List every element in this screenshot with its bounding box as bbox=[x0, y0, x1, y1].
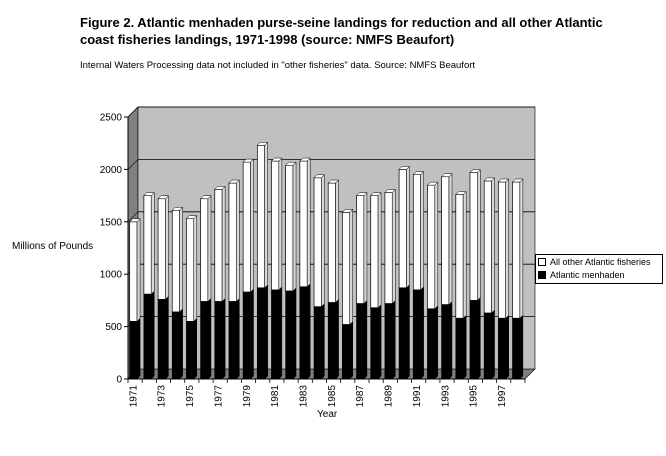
bar-front bbox=[371, 196, 378, 308]
bar-front bbox=[328, 302, 335, 379]
bar-front bbox=[498, 318, 505, 379]
bar-front bbox=[300, 161, 307, 287]
bar-side bbox=[151, 291, 154, 379]
y-tick-label-2000: 2000 bbox=[99, 164, 122, 176]
bar-front bbox=[144, 196, 151, 295]
bar-side bbox=[492, 310, 495, 379]
bar-front bbox=[286, 165, 293, 291]
x-tick-label-1973: 1973 bbox=[156, 385, 168, 408]
bar-front bbox=[314, 178, 321, 307]
bar-menhaden-1986 bbox=[342, 322, 352, 379]
bar-front bbox=[427, 309, 434, 379]
bar-front bbox=[442, 305, 449, 379]
bar-menhaden-1982 bbox=[286, 288, 296, 379]
bar-other-1984 bbox=[314, 175, 324, 307]
bar-side bbox=[435, 306, 438, 379]
legend-swatch-other bbox=[538, 258, 546, 266]
bar-menhaden-1992 bbox=[427, 306, 437, 379]
x-tick-label-1977: 1977 bbox=[213, 385, 225, 408]
bar-side bbox=[463, 315, 466, 379]
bar-side bbox=[251, 159, 254, 292]
bar-other-1983 bbox=[300, 158, 310, 287]
bar-other-1991 bbox=[413, 172, 423, 290]
bar-menhaden-1983 bbox=[300, 284, 310, 379]
bar-side bbox=[279, 287, 282, 379]
bar-side bbox=[265, 285, 268, 379]
bar-menhaden-1980 bbox=[257, 285, 267, 379]
bar-front bbox=[513, 318, 520, 379]
bar-front bbox=[229, 183, 236, 301]
bar-front bbox=[243, 162, 250, 292]
bar-other-1971 bbox=[130, 219, 140, 322]
bar-front bbox=[456, 195, 463, 319]
bar-front bbox=[342, 212, 349, 324]
bar-front bbox=[257, 145, 264, 288]
bar-front bbox=[215, 301, 222, 379]
bar-side bbox=[236, 180, 239, 301]
y-tick-label-0: 0 bbox=[116, 374, 122, 386]
bar-side bbox=[137, 219, 140, 322]
x-tick-label-1985: 1985 bbox=[326, 385, 338, 408]
bar-other-1993 bbox=[442, 174, 452, 305]
bar-menhaden-1996 bbox=[484, 310, 494, 379]
y-tick-label-2500: 2500 bbox=[99, 112, 122, 124]
x-tick-label-1993: 1993 bbox=[440, 385, 452, 408]
bar-menhaden-1978 bbox=[229, 298, 239, 379]
bar-side bbox=[165, 296, 168, 379]
bar-front bbox=[186, 219, 193, 322]
bar-menhaden-1988 bbox=[371, 305, 381, 379]
bar-front bbox=[243, 292, 250, 379]
bar-front bbox=[201, 199, 208, 302]
bar-side bbox=[520, 179, 523, 318]
y-tick-label-1000: 1000 bbox=[99, 269, 122, 281]
bar-menhaden-1974 bbox=[172, 309, 182, 379]
bar-menhaden-1984 bbox=[314, 304, 324, 379]
bar-side bbox=[293, 288, 296, 379]
x-tick-label-1995: 1995 bbox=[468, 385, 480, 408]
bar-side bbox=[208, 196, 211, 302]
bar-other-1974 bbox=[172, 207, 182, 312]
bar-side bbox=[477, 297, 480, 379]
bar-menhaden-1981 bbox=[271, 287, 281, 379]
bar-menhaden-1995 bbox=[470, 297, 480, 379]
bar-front bbox=[357, 304, 364, 379]
legend-label-other: All other Atlantic fisheries bbox=[550, 256, 651, 267]
bar-menhaden-1997 bbox=[498, 315, 508, 379]
bar-side bbox=[406, 285, 409, 379]
bar-side bbox=[435, 182, 438, 309]
bar-side bbox=[421, 172, 424, 290]
bar-menhaden-1979 bbox=[243, 289, 253, 379]
bar-front bbox=[286, 291, 293, 379]
bar-other-1982 bbox=[286, 162, 296, 291]
bar-other-1976 bbox=[201, 196, 211, 302]
bar-front bbox=[357, 196, 364, 304]
bar-side bbox=[279, 158, 282, 290]
bar-other-1992 bbox=[427, 182, 437, 309]
bar-front bbox=[413, 175, 420, 290]
bar-other-1981 bbox=[271, 158, 281, 290]
bar-front bbox=[172, 210, 179, 312]
bar-front bbox=[130, 222, 137, 322]
legend-label-menhaden: Atlantic menhaden bbox=[550, 269, 625, 280]
bar-menhaden-1977 bbox=[215, 298, 225, 379]
bar-side bbox=[421, 287, 424, 379]
bar-side bbox=[449, 302, 452, 379]
bar-front bbox=[442, 177, 449, 305]
bar-front bbox=[328, 183, 335, 302]
bar-side bbox=[236, 298, 239, 379]
chart-title: Figure 2. Atlantic menhaden purse-seine landings for reduction and all other Atlantic coast fisheries landings, 1971-1998 (source: NMFS Beaufort) bbox=[80, 15, 603, 47]
x-axis-label: Year bbox=[317, 409, 338, 420]
y-tick-label-500: 500 bbox=[105, 322, 122, 334]
bar-side bbox=[165, 196, 168, 300]
bar-side bbox=[307, 284, 310, 379]
bar-side bbox=[449, 174, 452, 305]
bar-front bbox=[470, 300, 477, 379]
bar-side bbox=[151, 193, 154, 295]
bar-menhaden-1994 bbox=[456, 315, 466, 379]
x-tick-labels bbox=[128, 379, 525, 407]
bar-side bbox=[194, 216, 197, 322]
bar-side bbox=[321, 304, 324, 379]
bar-front bbox=[484, 181, 491, 313]
bar-side bbox=[222, 298, 225, 379]
bar-menhaden-1989 bbox=[385, 301, 395, 379]
bar-side bbox=[477, 170, 480, 301]
bar-other-1990 bbox=[399, 166, 409, 287]
bar-other-1996 bbox=[484, 178, 494, 313]
bar-side bbox=[463, 192, 466, 319]
bar-front bbox=[172, 312, 179, 379]
bar-side bbox=[392, 189, 395, 303]
bar-front bbox=[342, 325, 349, 379]
bar-other-1972 bbox=[144, 193, 154, 295]
bar-front bbox=[144, 294, 151, 379]
bar-menhaden-1972 bbox=[144, 291, 154, 379]
bar-side bbox=[180, 207, 183, 312]
bar-other-1994 bbox=[456, 192, 466, 319]
bar-menhaden-1973 bbox=[158, 296, 168, 379]
bar-other-1985 bbox=[328, 180, 338, 302]
bar-side bbox=[251, 289, 254, 379]
bar-side bbox=[350, 322, 353, 379]
bar-front bbox=[385, 192, 392, 303]
bar-front bbox=[427, 185, 434, 309]
x-tick-label-1997: 1997 bbox=[497, 385, 509, 408]
bar-side bbox=[293, 162, 296, 291]
bar-front bbox=[371, 308, 378, 379]
bar-side bbox=[137, 318, 140, 379]
bar-side bbox=[222, 186, 225, 301]
bar-side bbox=[406, 166, 409, 287]
bar-menhaden-1976 bbox=[201, 298, 211, 379]
x-tick-label-1991: 1991 bbox=[411, 385, 423, 408]
x-tick-label-1987: 1987 bbox=[355, 385, 367, 408]
bar-side bbox=[378, 193, 381, 308]
chart-subtitle: Internal Waters Processing data not included in "other fisheries" data. Source: NMFS Beaufort bbox=[80, 60, 476, 71]
bar-other-1987 bbox=[357, 193, 367, 304]
bar-front bbox=[513, 182, 520, 318]
bar-front bbox=[215, 189, 222, 301]
bar-front bbox=[385, 304, 392, 379]
bar-menhaden-1998 bbox=[513, 315, 523, 379]
bar-front bbox=[271, 161, 278, 290]
bar-side bbox=[392, 301, 395, 379]
x-tick-label-1971: 1971 bbox=[128, 385, 140, 408]
x-tick-label-1981: 1981 bbox=[270, 385, 282, 408]
bar-menhaden-1971 bbox=[130, 318, 140, 379]
bar-other-1997 bbox=[498, 179, 508, 318]
bar-other-1975 bbox=[186, 216, 196, 322]
bar-front bbox=[456, 318, 463, 379]
bar-other-1989 bbox=[385, 189, 395, 303]
bar-side bbox=[506, 179, 509, 318]
bar-front bbox=[399, 288, 406, 379]
bar-menhaden-1993 bbox=[442, 302, 452, 379]
bar-other-1988 bbox=[371, 193, 381, 308]
bar-front bbox=[399, 169, 406, 287]
bar-side bbox=[265, 142, 268, 288]
y-tick-label-1500: 1500 bbox=[99, 217, 122, 229]
bar-front bbox=[484, 313, 491, 379]
bar-menhaden-1985 bbox=[328, 299, 338, 379]
bar-other-1978 bbox=[229, 180, 239, 301]
bar-side bbox=[307, 158, 310, 287]
bar-menhaden-1990 bbox=[399, 285, 409, 379]
bar-other-1973 bbox=[158, 196, 168, 300]
legend-item-other bbox=[536, 255, 662, 268]
bar-front bbox=[314, 307, 321, 379]
y-axis-label: Millions of Pounds bbox=[12, 241, 94, 252]
bar-front bbox=[257, 288, 264, 379]
bar-side bbox=[492, 178, 495, 313]
bar-side bbox=[336, 299, 339, 379]
bar-other-1986 bbox=[342, 209, 352, 324]
bar-front bbox=[130, 321, 137, 379]
bar-side bbox=[506, 315, 509, 379]
bar-front bbox=[413, 290, 420, 379]
bar-side bbox=[350, 209, 353, 324]
bar-other-1979 bbox=[243, 159, 253, 292]
bar-side bbox=[364, 193, 367, 304]
bar-side bbox=[520, 315, 523, 379]
bar-front bbox=[201, 301, 208, 379]
bar-front bbox=[498, 182, 505, 318]
bar-other-1995 bbox=[470, 170, 480, 301]
bar-front bbox=[300, 287, 307, 379]
legend bbox=[535, 254, 663, 284]
bar-menhaden-1987 bbox=[357, 301, 367, 379]
bar-side bbox=[321, 175, 324, 307]
legend-swatch-menhaden bbox=[538, 271, 546, 279]
bar-side bbox=[180, 309, 183, 379]
bar-menhaden-1991 bbox=[413, 287, 423, 379]
bar-front bbox=[186, 321, 193, 379]
bar-side bbox=[336, 180, 339, 302]
bar-side bbox=[208, 298, 211, 379]
y-tick-labels bbox=[100, 113, 128, 386]
x-tick-label-1979: 1979 bbox=[241, 385, 253, 408]
x-tick-label-1975: 1975 bbox=[185, 385, 197, 408]
bar-side bbox=[378, 305, 381, 379]
bar-front bbox=[158, 199, 165, 300]
bar-menhaden-1975 bbox=[186, 318, 196, 379]
legend-item-menhaden bbox=[536, 268, 662, 281]
bar-side bbox=[364, 301, 367, 379]
x-tick-label-1989: 1989 bbox=[383, 385, 395, 408]
bar-other-1998 bbox=[513, 179, 523, 318]
bar-front bbox=[470, 173, 477, 301]
bar-other-1977 bbox=[215, 186, 225, 301]
x-tick-label-1983: 1983 bbox=[298, 385, 310, 408]
bar-front bbox=[271, 290, 278, 379]
bar-front bbox=[229, 301, 236, 379]
bar-front bbox=[158, 299, 165, 379]
bar-side bbox=[194, 318, 197, 379]
bar-other-1980 bbox=[257, 142, 267, 288]
